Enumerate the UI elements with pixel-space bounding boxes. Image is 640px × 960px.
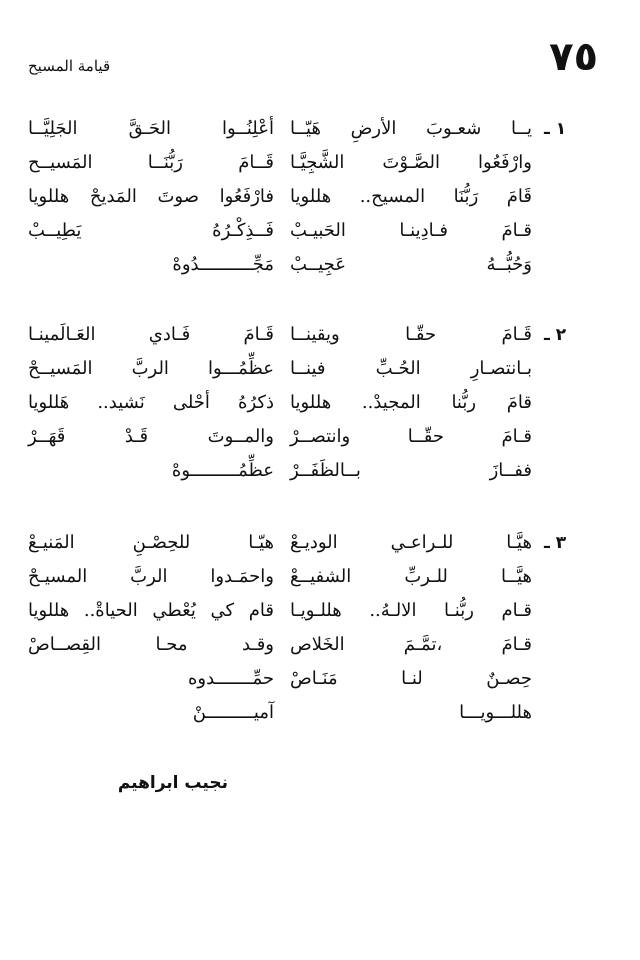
verse-line: قَـامَ فَـادي العَـالَمينـا	[28, 324, 274, 345]
verse-line: حِصـنٌ لنـا مَنَـاصْ	[290, 668, 532, 689]
verse-line: هيَّــا للـربِّ الشفيــعْ	[290, 566, 532, 587]
stanza-left-column	[28, 112, 274, 282]
hymn-title: قيامة المسيح	[28, 57, 111, 75]
stanza-right-column	[290, 112, 532, 282]
verse-line: هللـــويـــا	[459, 702, 532, 723]
verse-line: ذكرُهُ أحْلى نَشيد.. هَللويا	[28, 392, 274, 413]
verse-line: والمــوتَ قَـدْ قَهَــرْ	[28, 426, 274, 447]
verse-line: فَــذِكْـرُهُ يَطِيــبْ	[28, 220, 274, 241]
stanza-number: ١ ـ	[544, 119, 567, 139]
verse-line: هيّـا للحِصْـنِ المَنيـعْ	[28, 532, 274, 553]
stanza-right-column	[290, 318, 532, 488]
stanza-right-column	[290, 526, 532, 730]
verse-line: قَـامَ حقّـا ويقينــا	[290, 324, 532, 345]
verse-line: فارْفَعُوا صوتَ المَديحْ هللويا	[28, 186, 274, 207]
verse-line: واحمَـدوا الربَّ المسيـحْ	[28, 566, 274, 587]
verse-line: مَجِّــــــــــدُوهْ	[172, 254, 274, 275]
verse-line: قـامَ حقّــا وانتصــرْ	[290, 426, 532, 447]
verse-line: بـانتصـارِ الحُـبِّ فينــا	[290, 358, 532, 379]
verse-line: هيَّـا للـراعـي الوديـعْ	[290, 532, 532, 553]
verse-line: قَــامَ رَبُّنَــا المَسيــح	[28, 152, 274, 173]
verse-line: عظِّمُـــوا الربَّ المَسيــحْ	[28, 358, 274, 379]
stanza-number: ٣ ـ	[544, 533, 567, 553]
verse-line: أعْلِنُــوا الحَـقَّ الجَلِيَّــا	[28, 118, 274, 139]
verse-line: آميـــــــــنْ	[192, 702, 274, 723]
author-name: نجيب ابراهيم	[117, 773, 228, 793]
verse-line: يــا شعـوبَ الأرضِ هَيّــا	[290, 118, 532, 139]
verse-line: قَامَ رَبُّنَا المسيح.. هللويا	[290, 186, 532, 207]
verse-line: حمِّـــــــدوه	[187, 668, 274, 689]
verse-line: عظِّمُـــــــــوهْ	[171, 460, 274, 481]
verse-line: قـامَ فـادِينـا الحَبيـبْ	[290, 220, 532, 241]
verse-line: وقـد محـا القِصــاصْ	[28, 634, 274, 655]
verse-line: قام كي يُعْطي الحياةْ.. هللويا	[28, 600, 274, 621]
page-number: ٧٥	[549, 34, 598, 80]
verse-line: ففــازَ بــالظَفَــرْ	[290, 460, 532, 481]
stanza-left-column	[28, 318, 274, 488]
stanza-number: ٢ ـ	[544, 325, 567, 345]
stanza-left-column	[28, 526, 274, 730]
verse-line: قـامَ ،تمَّـمَ الخَلاص	[290, 634, 532, 655]
verse-line: وَحُبُّــهُ عَجِيــبْ	[290, 254, 532, 275]
verse-line: وارْفَعُوا الصَّـوْتَ الشَّجِيَّـا	[290, 152, 532, 173]
verse-line: قـام ربُّنـا الالـهُ.. هللـويـا	[290, 600, 532, 621]
verse-line: قامَ ربُّنا المجيدْ.. هللويا	[290, 392, 532, 413]
page-header	[28, 34, 598, 84]
